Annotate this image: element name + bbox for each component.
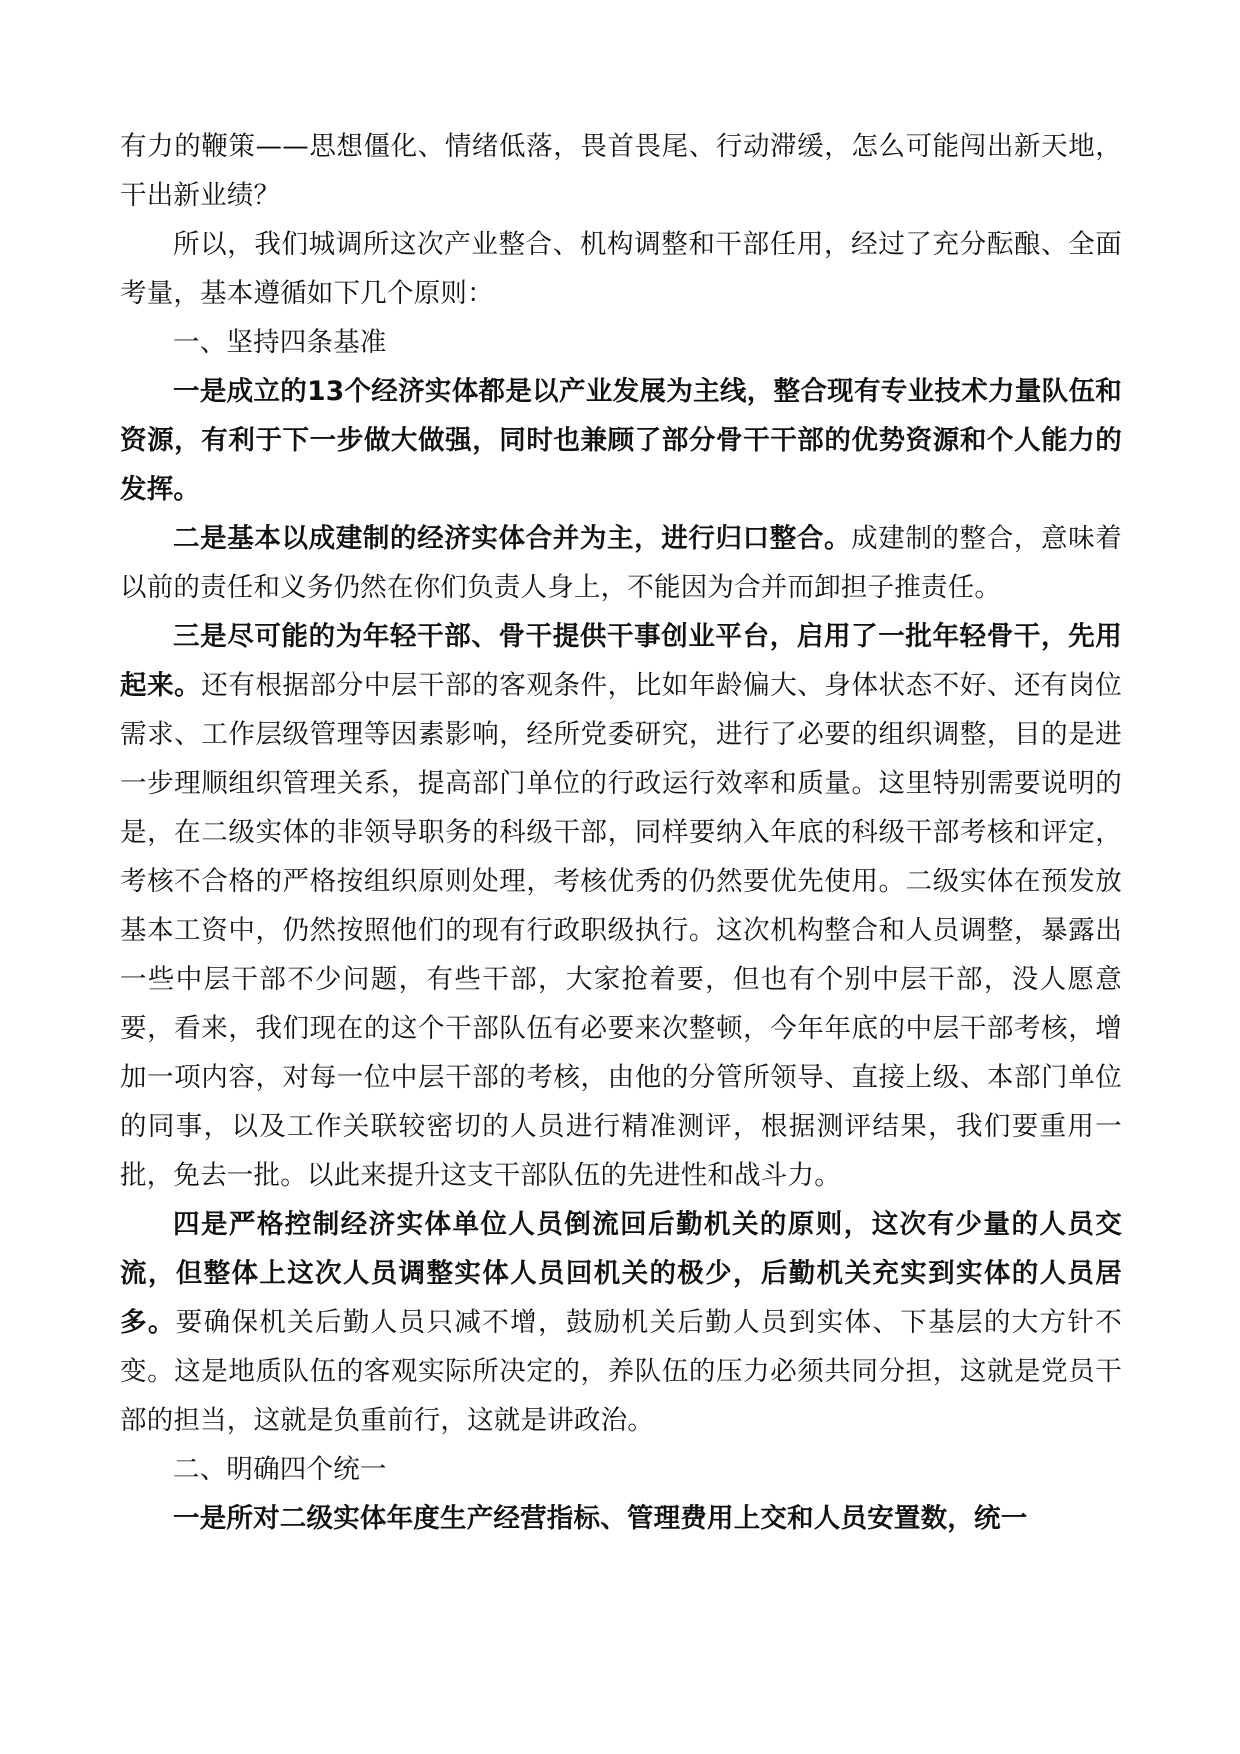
paragraph-2 [120, 220, 1122, 318]
paragraph-point-2 [120, 514, 1122, 612]
paragraph-1-text: 有力的鞭策——思想僵化、情绪低落，畏首畏尾、行动滞缓，怎么可能闯出新天地，干出新业绩？ [120, 131, 1122, 211]
paragraph-point-4-text: 要确保机关后勤人员只减不增，鼓励机关后勤人员到实体、下基层的大方针不变。这是地质队伍的客观实际所决定的，养队伍的压力必须共同分担，这就是党员干部的担当，这就是负重前行，这就是讲政治。 [120, 1307, 1122, 1436]
paragraph-point-3-text: 还有根据部分中层干部的客观条件，比如年龄偏大、身体状态不好、还有岗位需求、工作层级管理等因素影响，经所党委研究，进行了必要的组织调整，目的是进一步理顺组织管理关系，提高部门单位的行政运行效率和质量。这里特别需要说明的是，在二级实体的非领导职务的科级干部，同样要纳入年底的科级干部考核和评定，考核不合格的严格按组织原则处理，考核优秀的仍然要优先使用。二级实体在预发放基本工资中，仍然按照他们的现有行政职级执行。这次机构整合和人员调整，暴露出一些中层干部不少问题，有些干部，大家抢着要，但也有个别中层干部，没人愿意要，看来，我们现在的这个干部队伍有必要来次整顿，今年年底的中层干部考核，增加一项内容，对每一位中层干部的考核，由他的分管所领导、直接上级、本部门单位的同事，以及工作关联较密切的人员进行精准测评，根据测评结果，我们要重用一批，免去一批。以此来提升这支干部队伍的先进性和战斗力。 [120, 670, 1122, 1191]
paragraph-point-1 [120, 367, 1122, 514]
paragraph-point-3 [120, 612, 1122, 1200]
paragraph-2-text: 所以，我们城调所这次产业整合、机构调整和干部任用，经过了充分酝酿、全面考量，基本遵循如下几个原则： [120, 229, 1122, 309]
section-heading-2 [120, 1445, 1122, 1494]
section-heading-1 [120, 318, 1122, 367]
paragraph-point-2-text: 成建制的整合，意味着以前的责任和义务仍然在你们负责人身上，不能因为合并而卸担子推责任。 [120, 523, 1123, 603]
section-heading-1-text: 一、坚持四条基准 [173, 327, 387, 358]
section-heading-2-text: 二、明确四个统一 [173, 1454, 387, 1485]
paragraph-point-1-bold: 一是成立的13个经济实体都是以产业发展为主线，整合现有专业技术力量队伍和资源，有利于下一步做大做强，同时也兼顾了部分骨干干部的优势资源和个人能力的发挥。 [120, 376, 1122, 505]
paragraph-1 [120, 122, 1122, 220]
paragraph-unify-1 [120, 1494, 1122, 1543]
paragraph-point-4 [120, 1200, 1122, 1445]
paragraph-point-3-bold: 三是尽可能的为年轻干部、骨干提供干事创业平台，启用了一批年轻骨干，先用起来。 [120, 621, 1122, 701]
paragraph-point-4-bold: 四是严格控制经济实体单位人员倒流回后勤机关的原则，这次有少量的人员交流，但整体上这次人员调整实体人员回机关的极少，后勤机关充实到实体的人员居多。 [120, 1209, 1122, 1338]
paragraph-unify-1-bold: 一是所对二级实体年度生产经营指标、管理费用上交和人员安置数，统一 [173, 1503, 1028, 1534]
paragraph-point-2-bold: 二是基本以成建制的经济实体合并为主，进行归口整合。 [173, 523, 852, 554]
document-page [120, 122, 1122, 1543]
